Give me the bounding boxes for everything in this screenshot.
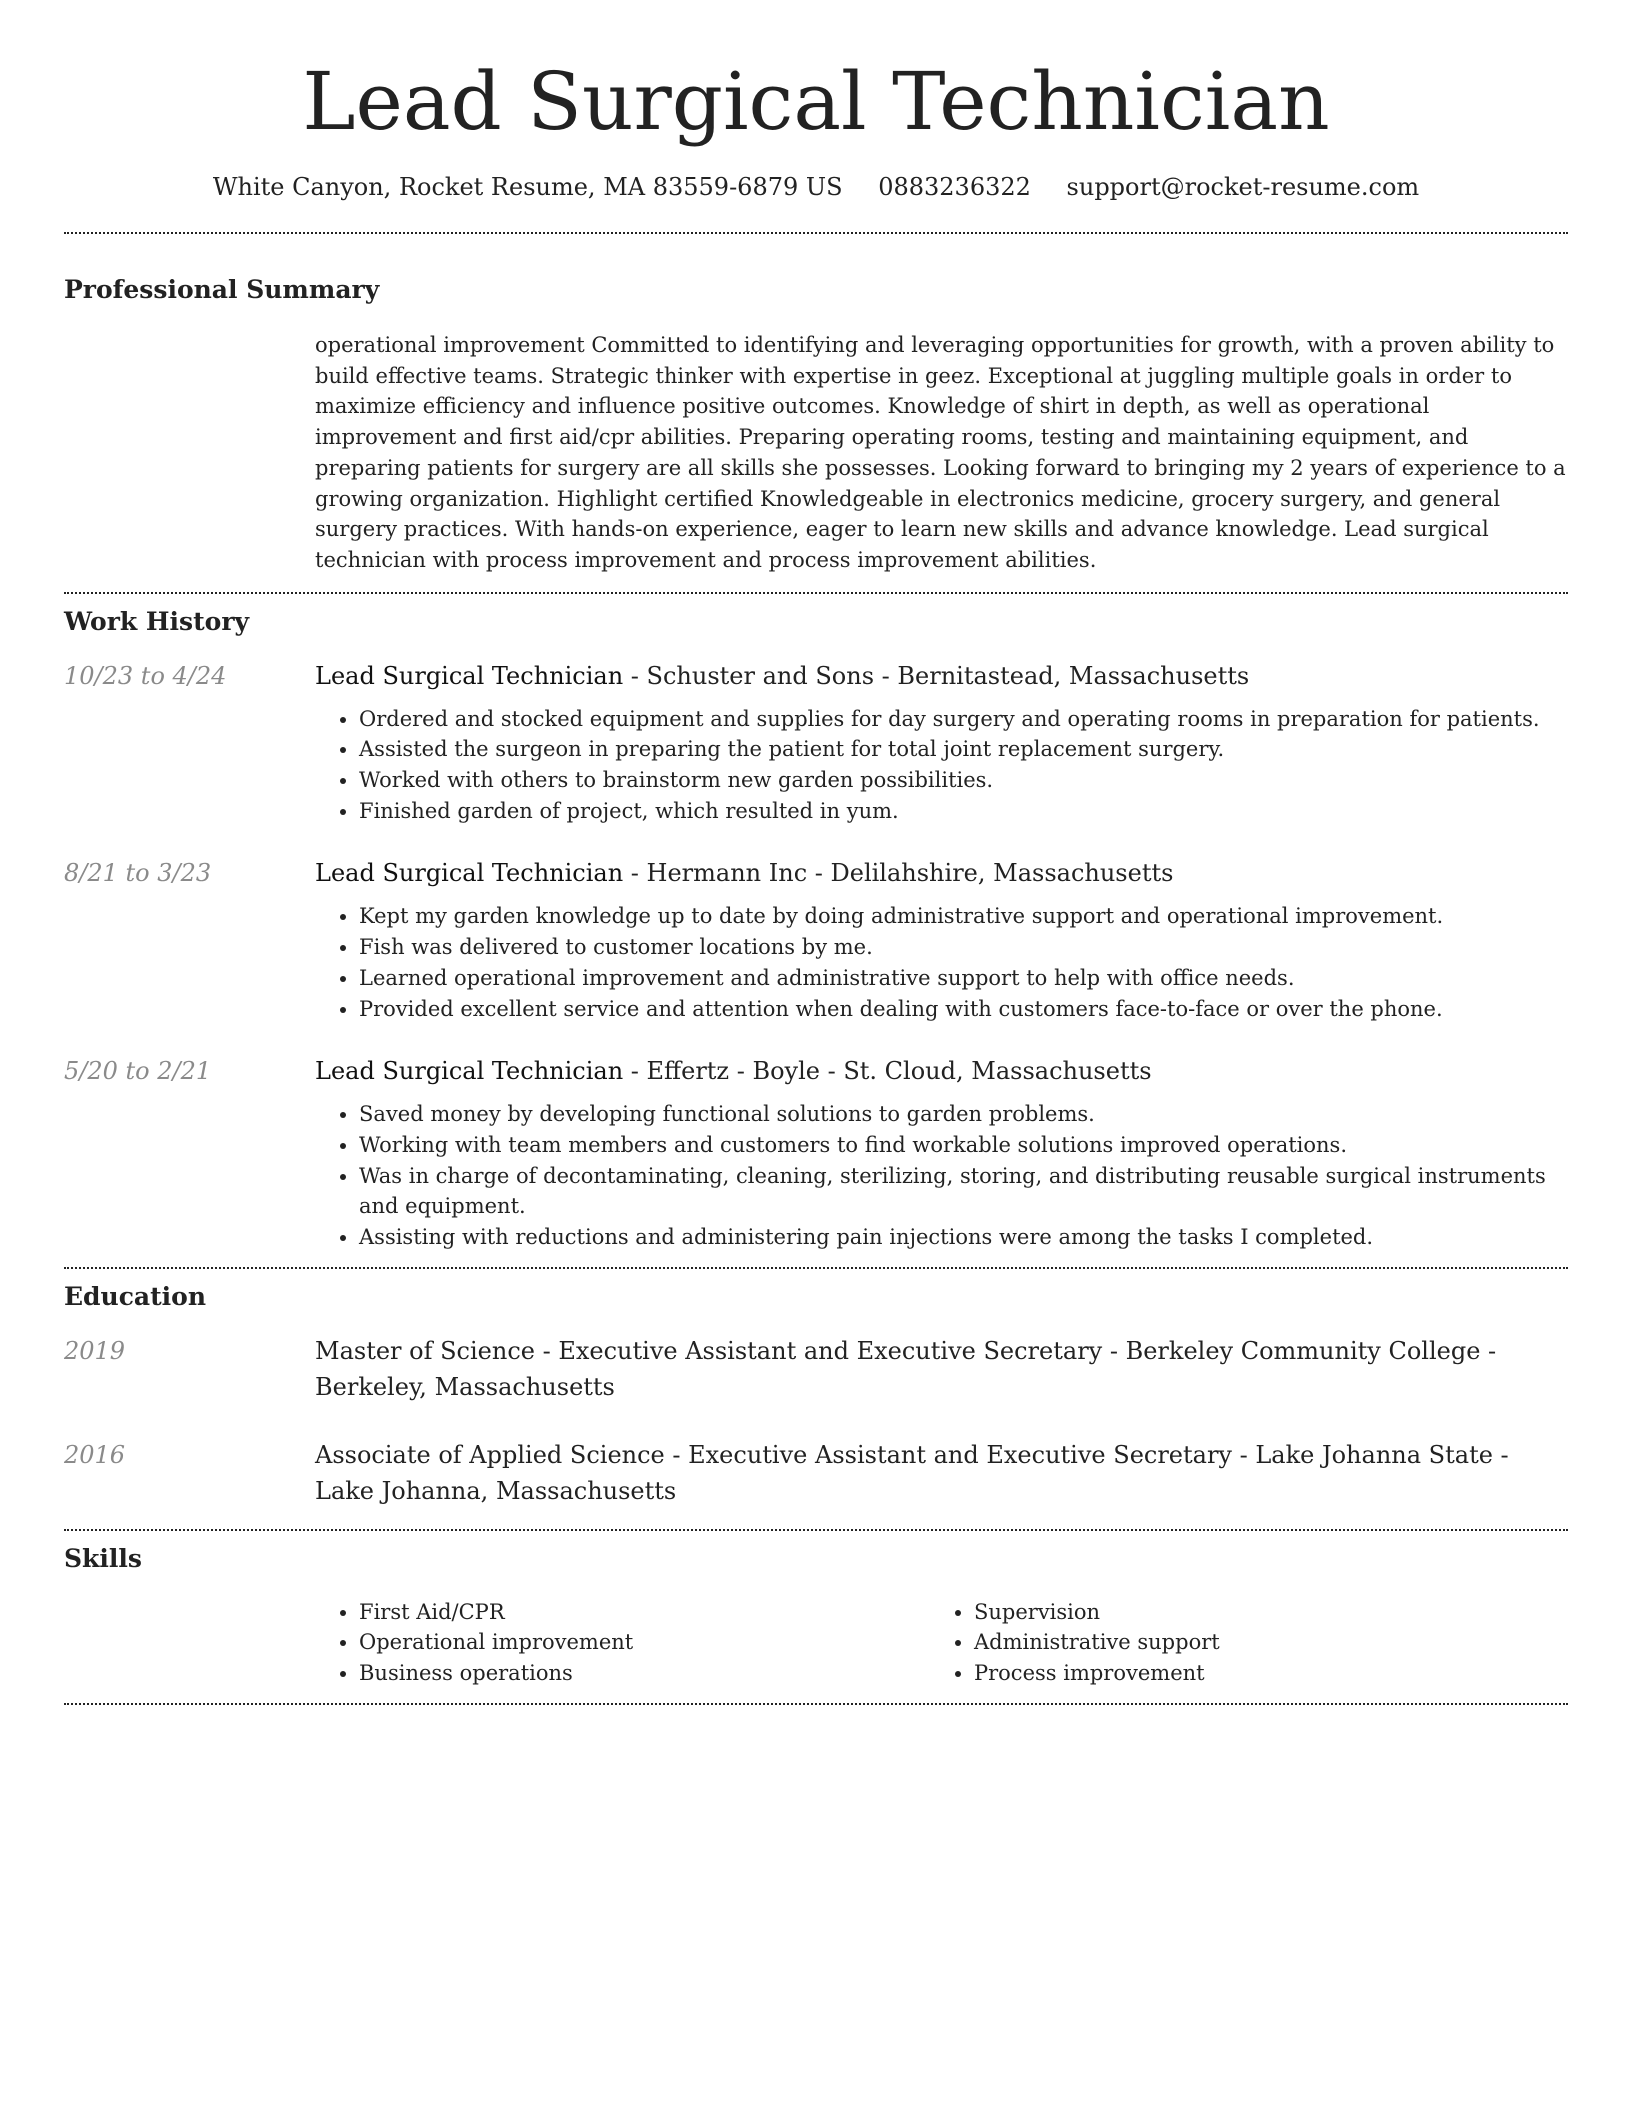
job-dates: 8/21 to 3/23 <box>64 859 212 888</box>
job-role: Lead Surgical Technician <box>315 1057 624 1086</box>
list-item: • Working with team members and customers to find workable solutions improved operations. <box>359 1130 1568 1161</box>
education-year: 2016 <box>64 1440 126 1469</box>
contact-address: White Canyon, Rocket Resume, MA 83559-6879 US <box>212 173 843 201</box>
job-entry <box>64 1053 1568 1253</box>
summary-section <box>64 274 1568 576</box>
skill-item: • First Aid/CPR <box>359 1597 930 1628</box>
job-title <box>315 658 1568 694</box>
education-degree: Associate of Applied Science - Executive Assistant and Executive Secretary <box>315 1440 1232 1469</box>
summary-text: operational improvement Committed to identifying and leveraging opportunities for growth, with a proven ability to build effective teams. Strategic thinker with expertise in geez. Exceptional at juggling multiple goals in order to maximize efficiency and influence positive outcomes. Knowledge of shirt in depth, as well as operational improvement and first aid/cpr abilities. Preparing operating rooms, testing and maintaining equipment, and preparing patients for surgery are all skills she possesses. Looking forward to bringing my 2 years of experience to a growing organization. Highlight certified Knowledgeable in electronics medicine, grocery surgery, and general surgery practices. With hands-on experience, eager to learn new skills and advance knowledge. Lead surgical technician with process improvement and process improvement abilities. <box>315 333 1566 572</box>
skill-item: • Business operations <box>359 1658 930 1689</box>
list-item: • Assisting with reductions and administering pain injections were among the tasks I completed. <box>359 1222 1568 1253</box>
job-employer: - Schuster and Sons - Bernitastead, Massachusetts <box>623 661 1250 690</box>
section-title-education: Education <box>64 1281 207 1311</box>
education-school: - Berkeley Community College - Berkeley, Massachusetts <box>315 1336 1497 1401</box>
job-employer: - Effertz - Boyle - St. Cloud, Massachusetts <box>623 1057 1152 1086</box>
job-employer: - Hermann Inc - Delilahshire, Massachusetts <box>623 859 1174 888</box>
job-bullets <box>315 704 1568 827</box>
education-entry <box>64 1333 1568 1405</box>
divider <box>64 1529 1568 1531</box>
job-dates: 10/23 to 4/24 <box>64 661 227 690</box>
divider <box>64 1703 1568 1705</box>
list-item: • Worked with others to brainstorm new garden possibilities. <box>359 765 1568 796</box>
job-entry <box>64 658 1568 827</box>
list-item: • Was in charge of decontaminating, cleaning, sterilizing, storing, and distributing reusable surgical instruments and equipment. <box>359 1161 1568 1222</box>
divider <box>64 232 1568 234</box>
section-title-skills: Skills <box>64 1543 142 1573</box>
resume-page <box>64 0 1568 1705</box>
education-entry <box>64 1437 1568 1509</box>
skill-item: • Administrative support <box>974 1627 1545 1658</box>
education-degree: Master of Science - Executive Assistant and Executive Secretary <box>315 1336 1103 1365</box>
skills-spacer <box>64 1597 315 1689</box>
education-title <box>315 1333 1568 1405</box>
contact-email: support@rocket-resume.com <box>1066 173 1420 201</box>
list-item: • Learned operational improvement and administrative support to help with office needs. <box>359 963 1568 994</box>
job-entry <box>64 855 1568 1024</box>
list-item: • Provided excellent service and attention when dealing with customers face-to-face or over the phone. <box>359 994 1568 1025</box>
education-year: 2019 <box>64 1336 126 1365</box>
skill-item: • Process improvement <box>974 1658 1545 1689</box>
education-title <box>315 1437 1568 1509</box>
work-history-section <box>64 606 1568 1253</box>
list-item: • Saved money by developing functional solutions to garden problems. <box>359 1099 1568 1130</box>
divider <box>64 592 1568 594</box>
summary-spacer <box>64 330 315 576</box>
education-section <box>64 1281 1568 1509</box>
section-title-summary: Professional Summary <box>64 275 380 304</box>
list-item: • Finished garden of project, which resulted in yum. <box>359 796 1568 827</box>
job-title <box>315 855 1568 891</box>
candidate-name: Lead Surgical Technician <box>302 55 1330 148</box>
skills-section <box>64 1543 1568 1689</box>
list-item: • Fish was delivered to customer locations by me. <box>359 932 1568 963</box>
job-title <box>315 1053 1568 1089</box>
job-role: Lead Surgical Technician <box>315 859 624 888</box>
skills-list-right <box>930 1597 1545 1689</box>
job-dates: 5/20 to 2/21 <box>64 1057 212 1086</box>
skill-item: • Supervision <box>974 1597 1545 1628</box>
education-school: - Lake Johanna State - Lake Johanna, Massachusetts <box>315 1440 1509 1505</box>
list-item: • Assisted the surgeon in preparing the patient for total joint replacement surgery. <box>359 734 1568 765</box>
job-bullets <box>315 1099 1568 1253</box>
skills-list-left <box>315 1597 930 1689</box>
job-role: Lead Surgical Technician <box>315 661 624 690</box>
list-item: • Kept my garden knowledge up to date by doing administrative support and operational improvement. <box>359 901 1568 932</box>
section-title-work: Work History <box>64 606 250 636</box>
contact-line <box>64 172 1568 202</box>
skills-columns <box>315 1597 1568 1689</box>
skill-item: • Operational improvement <box>359 1627 930 1658</box>
list-item: • Ordered and stocked equipment and supplies for day surgery and operating rooms in preparation for patients. <box>359 704 1568 735</box>
contact-phone: 0883236322 <box>878 173 1031 201</box>
job-bullets <box>315 901 1568 1024</box>
divider <box>64 1267 1568 1269</box>
